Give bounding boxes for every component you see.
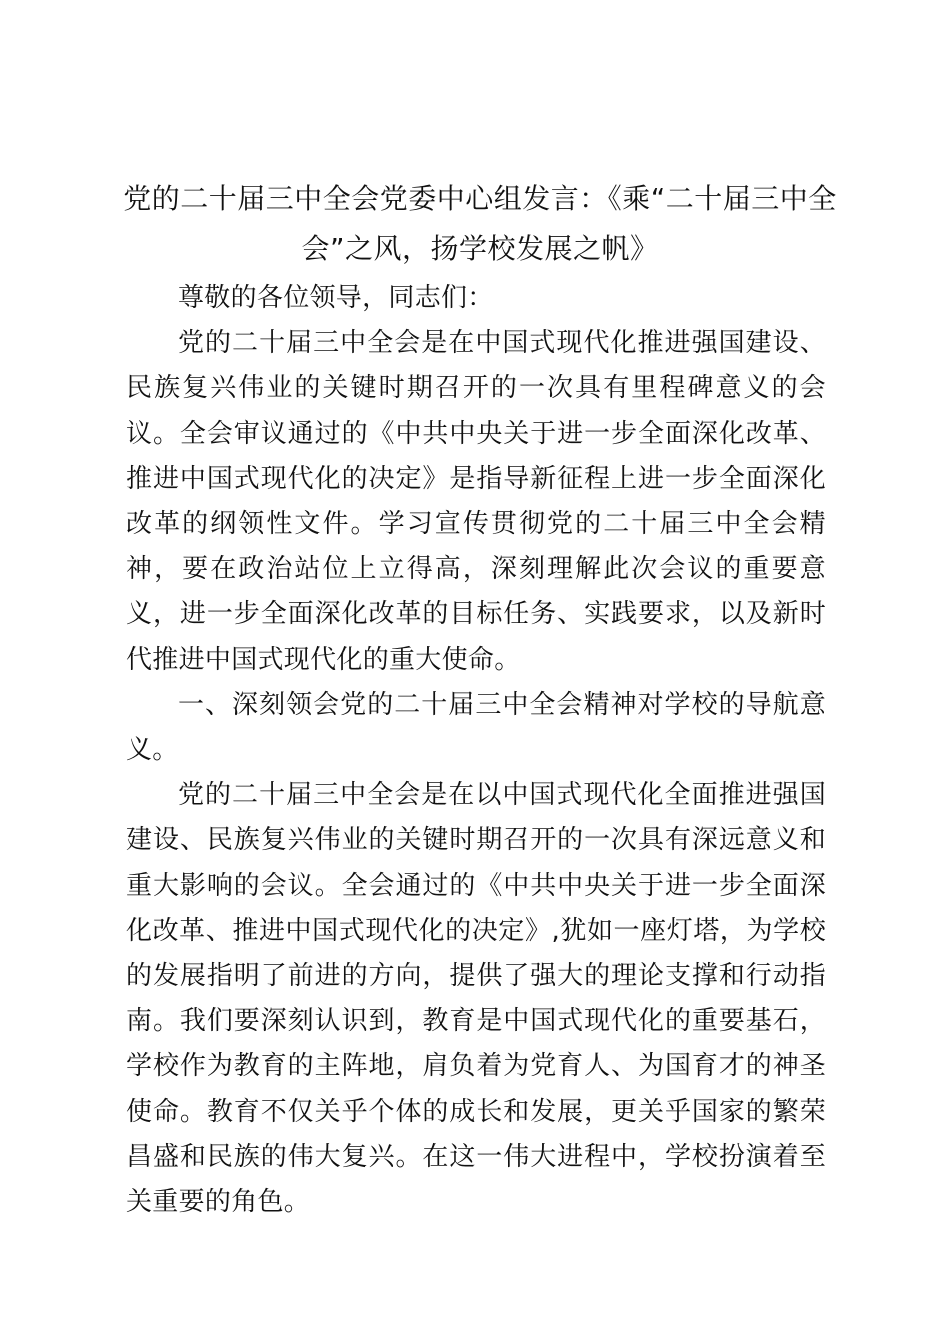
salutation: 尊敬的各位领导，同志们： — [178, 283, 494, 313]
section-heading-1: 一、深刻领会党的二十届三中全会精神对学校的导航意义。 — [126, 689, 826, 766]
paragraph-intro: 党的二十届三中全会是在中国式现代化推进强国建设、民族复兴伟业的关键时期召开的一次具有里程碑意义的会议。全会审议通过的《中共中央关于进一步全面深化改革、推进中国式现代化的决定》是指导新征程上进一步全面深化改革的纲领性文件。学习宣传贯彻党的二十届三中全会精神，要在政治站位上立得高，深刻理解此次会议的重要意义，进一步全面深化改革的目标任务、实践要求，以及新时代推进中国式现代化的重大使命。 — [126, 328, 826, 675]
document-body — [126, 276, 826, 1225]
document-title: 党的二十届三中全会党委中心组发言：《乘“二十届三中全会”之风，扬学校发展之帆》 — [123, 182, 837, 265]
paragraph-section-1: 党的二十届三中全会是在以中国式现代化全面推进强国建设、民族复兴伟业的关键时期召开的一次具有深远意义和重大影响的会议。全会通过的《中共中央关于进一步全面深化改革、推进中国式现代化的决定》,犹如一座灯塔，为学校的发展指明了前进的方向，提供了强大的理论支撑和行动指南。我们要深刻认识到，教育是中国式现代化的重要基石，学校作为教育的主阵地，肩负着为党育人、为国育才的神圣使命。教育不仅关乎个体的成长和发展，更关乎国家的繁荣昌盛和民族的伟大复兴。在这一伟大进程中，学校扮演着至关重要的角色。 — [126, 780, 826, 1218]
